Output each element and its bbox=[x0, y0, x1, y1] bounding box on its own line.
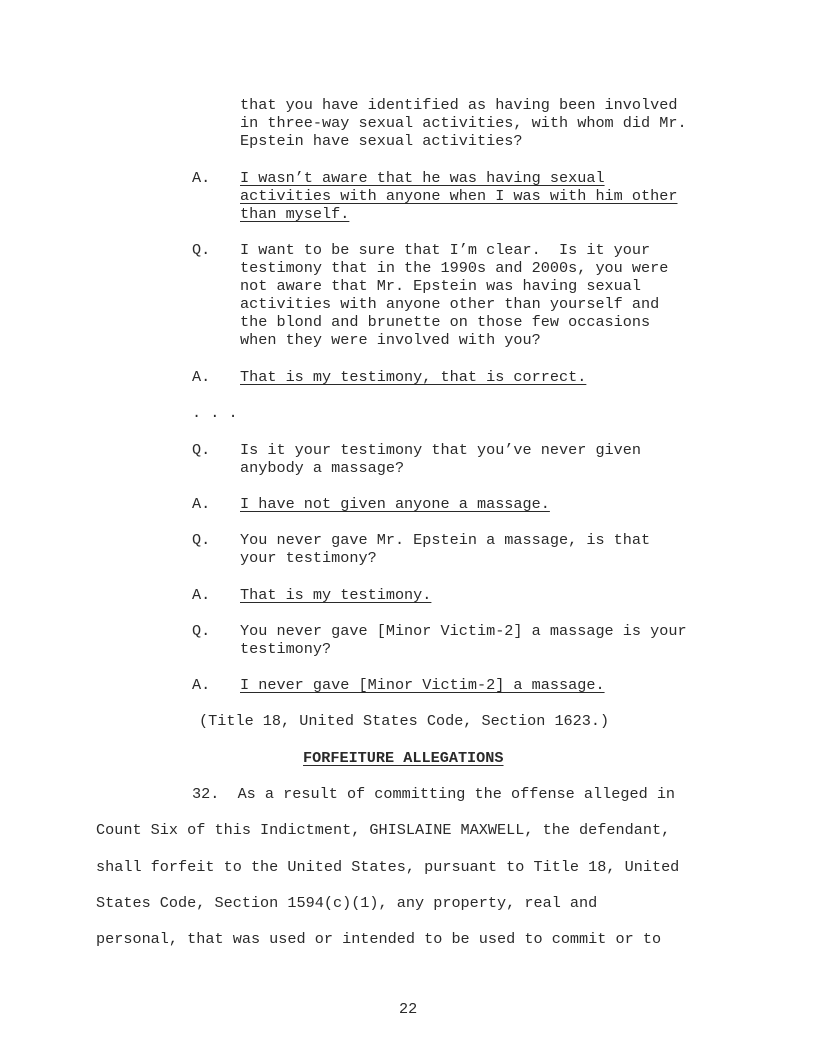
answer-marker: A. bbox=[192, 495, 211, 513]
answer-marker: A. bbox=[192, 676, 211, 694]
paragraph-line: shall forfeit to the United States, pursuant to Title 18, United bbox=[96, 858, 680, 876]
question-line: You never gave [Minor Victim-2] a massage is your bbox=[240, 622, 687, 640]
question-line: not aware that Mr. Epstein was having sexual bbox=[240, 277, 642, 295]
question-line: the blond and brunette on those few occasions bbox=[240, 313, 651, 331]
question-marker: Q. bbox=[192, 622, 211, 640]
paragraph-line: Count Six of this Indictment, GHISLAINE MAXWELL, the defendant, bbox=[96, 821, 671, 839]
paragraph-line: States Code, Section 1594(c)(1), any property, real and bbox=[96, 894, 598, 912]
page-number: 22 bbox=[399, 1000, 418, 1018]
question-marker: Q. bbox=[192, 531, 211, 549]
answer-line: That is my testimony. bbox=[240, 586, 432, 604]
question-line: testimony? bbox=[240, 640, 332, 658]
answer-line: than myself. bbox=[240, 205, 350, 223]
question-line: You never gave Mr. Epstein a massage, is that bbox=[240, 531, 651, 549]
question-line: testimony that in the 1990s and 2000s, you were bbox=[240, 259, 669, 277]
question-line: when they were involved with you? bbox=[240, 331, 541, 349]
question-marker: Q. bbox=[192, 441, 211, 459]
paragraph-line: personal, that was used or intended to be used to commit or to bbox=[96, 930, 662, 948]
answer-line: I never gave [Minor Victim-2] a massage. bbox=[240, 676, 605, 694]
paragraph-first-line: 32. As a result of committing the offense alleged in bbox=[192, 785, 676, 803]
question-line: activities with anyone other than yourself and bbox=[240, 295, 660, 313]
section-heading: FORFEITURE ALLEGATIONS bbox=[303, 749, 504, 767]
answer-marker: A. bbox=[192, 586, 211, 604]
answer-line: activities with anyone when I was with him other bbox=[240, 187, 678, 205]
transcript-line: Epstein have sexual activities? bbox=[240, 132, 523, 150]
answer-line: That is my testimony, that is correct. bbox=[240, 368, 587, 386]
question-line: anybody a massage? bbox=[240, 459, 405, 477]
transcript-line: in three-way sexual activities, with whom did Mr. bbox=[240, 114, 687, 132]
question-line: your testimony? bbox=[240, 549, 377, 567]
question-marker: Q. bbox=[192, 241, 211, 259]
answer-line: I have not given anyone a massage. bbox=[240, 495, 550, 513]
answer-line: I wasn’t aware that he was having sexual bbox=[240, 169, 605, 187]
question-line: Is it your testimony that you’ve never given bbox=[240, 441, 642, 459]
statute-citation: (Title 18, United States Code, Section 1623.) bbox=[199, 712, 610, 730]
transcript-line: that you have identified as having been involved bbox=[240, 96, 678, 114]
answer-marker: A. bbox=[192, 169, 211, 187]
question-line: I want to be sure that I’m clear. Is it your bbox=[240, 241, 651, 259]
answer-marker: A. bbox=[192, 368, 211, 386]
ellipsis-marker: . . . bbox=[192, 404, 238, 422]
